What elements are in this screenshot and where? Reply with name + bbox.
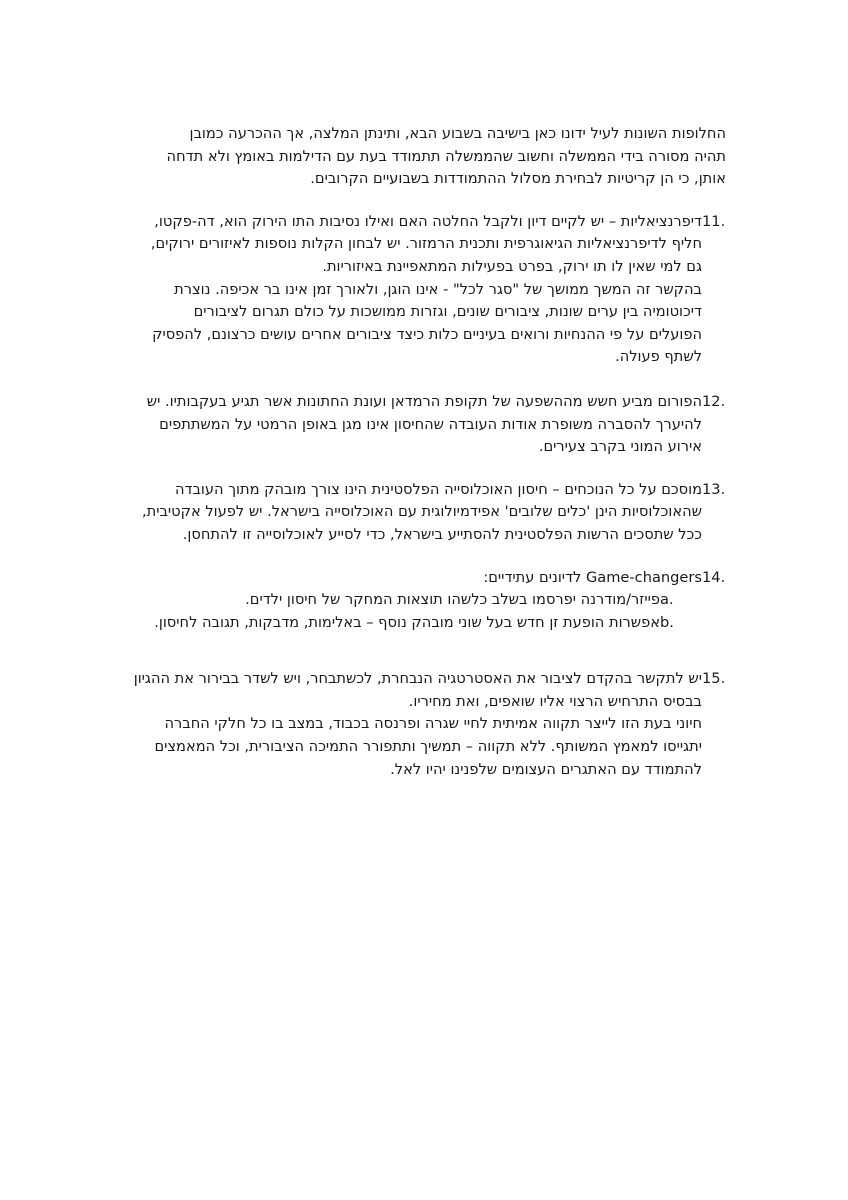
item-text <box>122 479 702 547</box>
item-number: 11. <box>702 212 726 230</box>
list-item-11 <box>122 211 726 369</box>
item-text <box>122 668 702 781</box>
item-line: דיפרנציאליות – יש לקיים דיון ולקבל החלטה האם ואילו נסיבות התו הירוק הוא, דה-פקטו, <box>154 212 702 230</box>
item-text <box>122 567 702 590</box>
intro-paragraph <box>122 123 726 191</box>
item-line: ככל שתסכים הרשות הפלסטינית להסתייע בישראל, כדי לסייע לאוכלוסייה זו להתחסן. <box>182 525 702 543</box>
item-number: 13. <box>702 480 726 498</box>
item-line: גם למי שאין לו תו ירוק, בפרט בפעילות המתאפיינת באיזוריות. <box>322 257 702 275</box>
list-item-14 <box>122 567 726 590</box>
item-number: 15. <box>702 670 726 688</box>
item-line: בהקשר זה המשך ממושך של "סגר לכל" - אינו הוגן, ולאורך זמן אינו בר אכיפה. נוצרת <box>174 280 702 298</box>
list-item-12 <box>122 391 726 459</box>
item-number: 12. <box>702 392 726 410</box>
item-line: להתמודד עם האתגרים העצומים שלפנינו יהיו לאל. <box>390 760 702 778</box>
item-line: הפועלים על פי ההנחיות ורואים בעיניים כלות כיצד ציבורים אחרים עושים כרצונם, להפסיק <box>152 325 702 343</box>
item-line: הפורום מביע חשש מההשפעה של תקופת הרמדאן ועונת החתונות אשר תגיע בעקבותיו. יש <box>146 392 702 410</box>
item-line: יש לתקשר בהקדם לציבור את האסטרטגיה הנבחרת, לכשתבחר, ויש לשדר בבירור את ההגיון <box>133 670 702 688</box>
item-line: לשתף פעולה. <box>615 348 702 366</box>
item-line: יתגייסו למאמץ המשותף. ללא תקווה – תמשיך ותתפורר התמיכה הציבורית, וכל המאמצים <box>154 738 702 756</box>
item-line: בבסיס התרחיש הרצוי אליו שואפים, ואת מחיריו. <box>408 692 702 710</box>
item-line: דיכוטומיה בין ערים שונות, ציבורים שונים, וגזרות ממושכות על כולם תגרום לציבורים <box>193 303 702 321</box>
sub-item-letter: a. <box>660 591 674 609</box>
list-item-15 <box>122 668 726 781</box>
intro-line: אותן, כי הן קריטיות לבחירת מסלול ההתמודדות בשבועיים הקרובים. <box>310 170 726 188</box>
list-item-13 <box>122 479 726 547</box>
sub-item-b <box>122 612 726 635</box>
item-number: 14. <box>702 568 726 586</box>
item-line: אירוע המוני בקרב צעירים. <box>538 438 702 456</box>
item-line: חליף לדיפרנציאליות הגיאוגרפית ותכנית הרמזור. יש לבחון הקלות נוספות לאיזורים ירוקים, <box>150 235 702 253</box>
item-text <box>122 391 702 459</box>
item-line: מוסכם על כל הנוכחים – חיסון האוכלוסייה הפלסטינית הינו צורך מובהק מתוך העובדה <box>174 480 702 498</box>
item-line: Game-changers לדיונים עתידיים: <box>483 568 702 586</box>
intro-line: החלופות השונות לעיל ידונו כאן בישיבה בשבוע הבא, ותינתן המלצה, אך ההכרעה כמובן <box>189 125 726 142</box>
sub-item-text: פייזר/מודרנה יפרסמו בשלב כלשהו תוצאות המחקר של חיסון ילדים. <box>245 591 660 609</box>
sub-item-text: אפשרות הופעת זן חדש בעל שוני מובהק נוסף – באלימות, מדבקות, תגובה לחיסון. <box>154 613 660 631</box>
sub-item-letter: b. <box>660 613 674 631</box>
item-line: חיוני בעת הזו לייצר תקווה אמיתית לחיי שגרה ופרנסה בכבוד, במצב בו כל חלקי החברה <box>164 715 702 733</box>
item-line: שהאוכלוסיות הינן 'כלים שלובים' אפידמיולוגית עם האוכלוסייה בישראל. יש לפעול אקטיבית, <box>141 503 702 521</box>
intro-line: תהיה מסורה בידי הממשלה וחשוב שהממשלה תתמודד בעת עם הדילמות באומץ ולא תדחה <box>166 147 726 165</box>
document-body <box>122 123 726 781</box>
sub-item-a <box>122 589 726 612</box>
item-text <box>122 211 702 369</box>
item-line: להיערך להסברה משופרת אודות העובדה שהחיסון אינו מגן באופן הרמטי על המשתתפים <box>159 415 702 433</box>
